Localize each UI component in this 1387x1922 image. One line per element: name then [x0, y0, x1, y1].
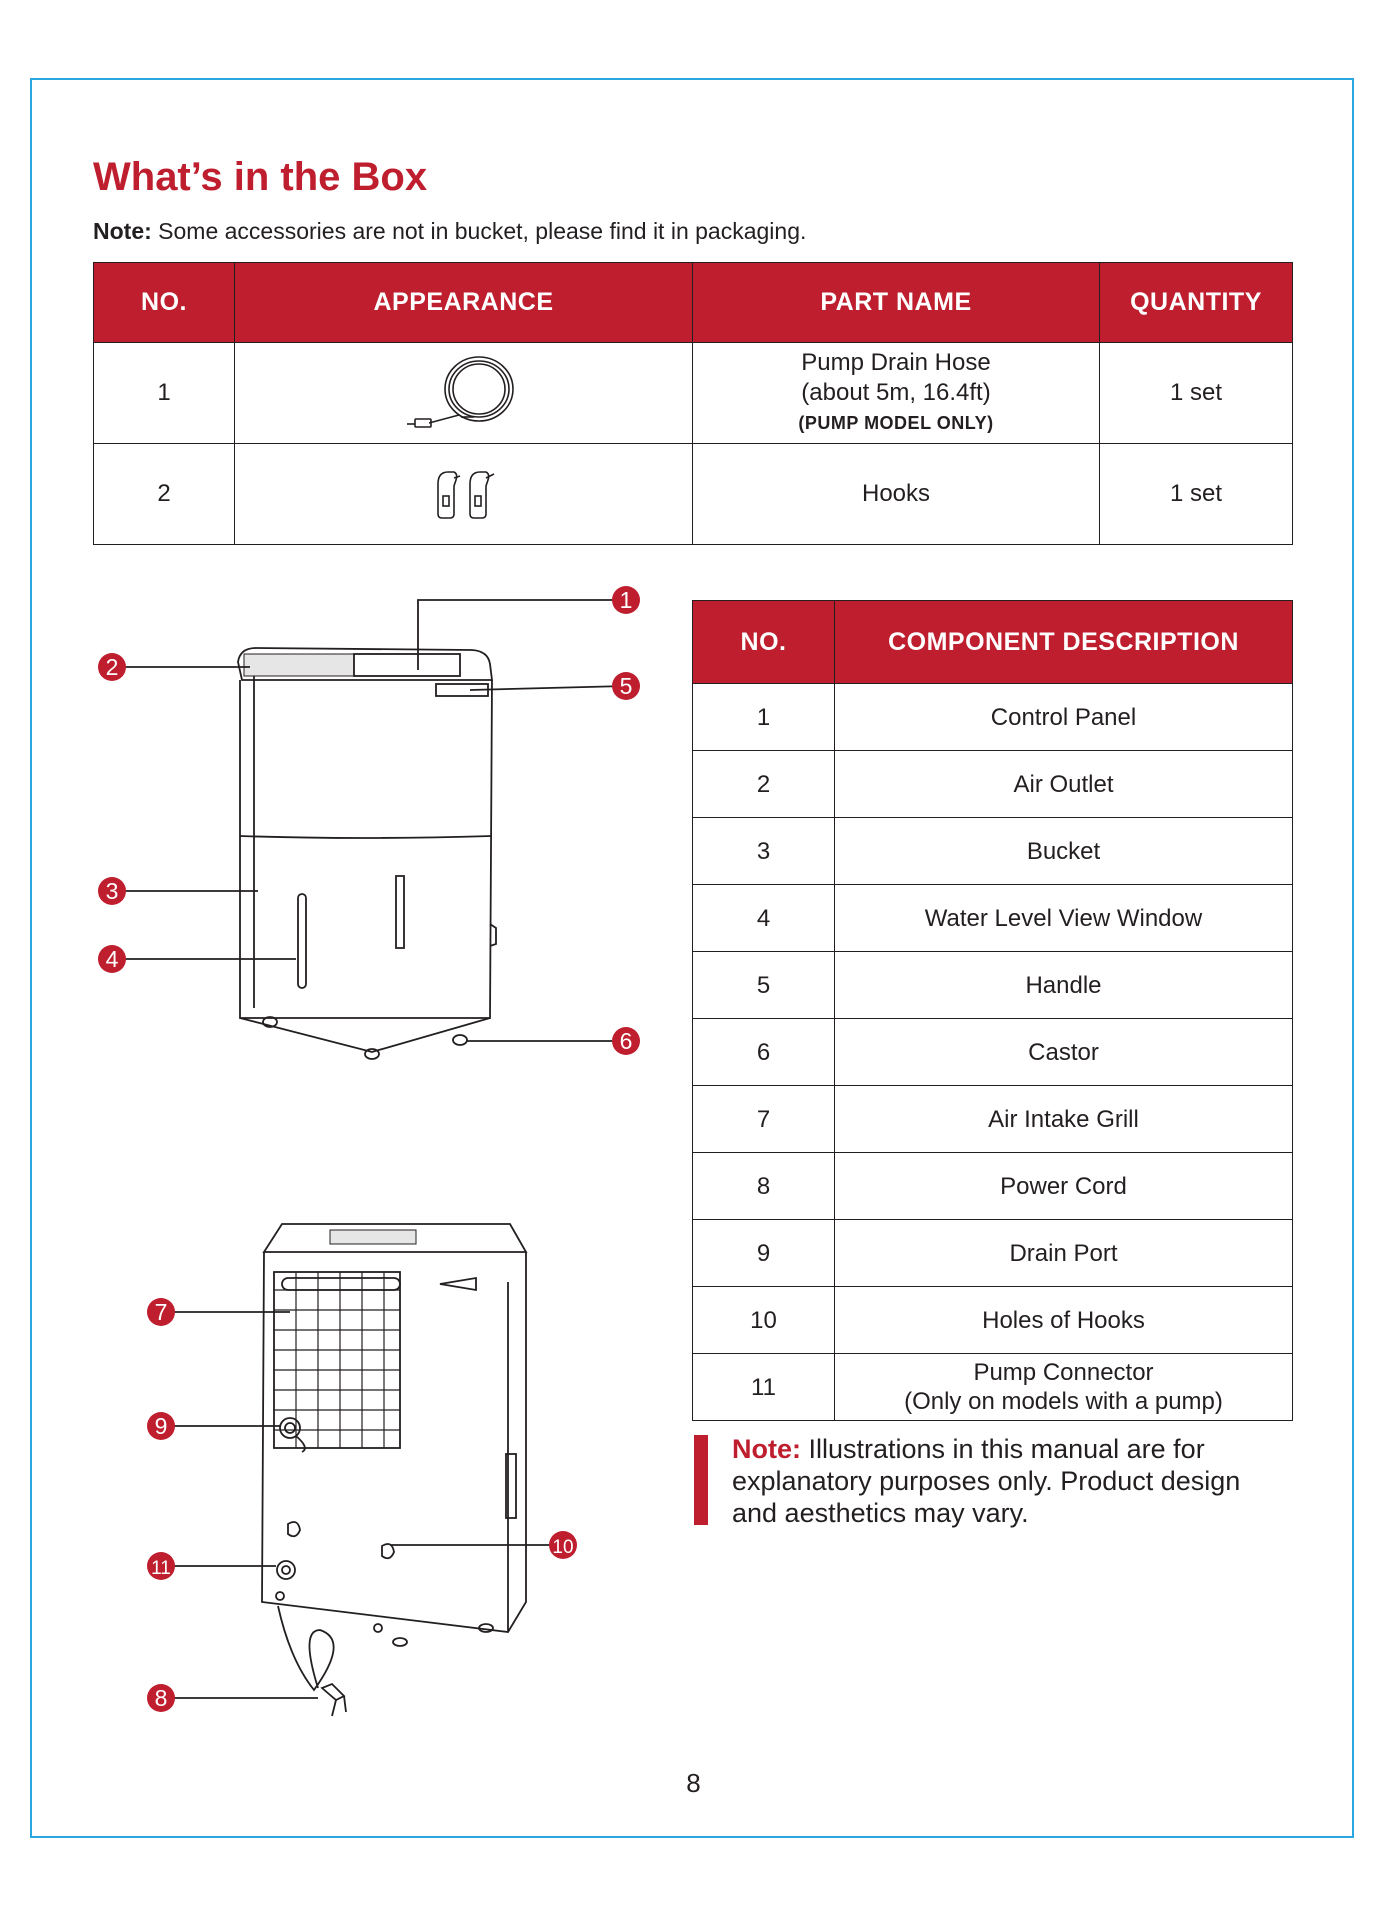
callout-1	[612, 586, 640, 614]
part-name-line1: Pump Drain Hose	[801, 349, 991, 376]
callout-10	[549, 1531, 577, 1559]
illustration-note-text	[732, 1433, 1292, 1529]
svg-text:6: 6	[619, 1028, 633, 1054]
row-no: 7	[693, 1086, 835, 1153]
svg-text:10: 10	[552, 1537, 574, 1558]
row-desc: Bucket	[835, 818, 1293, 885]
row-no: 2	[693, 751, 835, 818]
row-desc: Water Level View Window	[835, 885, 1293, 952]
callout-2	[98, 653, 126, 681]
callout-4	[98, 945, 126, 973]
row-part-name: Hooks	[693, 444, 1100, 545]
svg-text:11: 11	[151, 1558, 171, 1579]
row-no: 6	[693, 1019, 835, 1086]
row-desc: Air Intake Grill	[835, 1086, 1293, 1153]
row-no: 8	[693, 1153, 835, 1220]
illustration-note-body: Illustrations in this manual are for explanatory purposes only. Product design and aesthetics may vary.	[732, 1434, 1241, 1528]
row-desc: Drain Port	[835, 1220, 1293, 1287]
box-note-label: Note:	[93, 218, 152, 244]
row-no: 10	[693, 1287, 835, 1354]
row-no: 11	[693, 1354, 835, 1421]
page-title: What’s in the Box	[93, 155, 428, 199]
part-name-sub: (PUMP MODEL ONLY)	[798, 413, 994, 433]
header-part-name: PART NAME	[693, 263, 1100, 343]
callout-8	[147, 1684, 175, 1712]
row-no: 5	[693, 952, 835, 1019]
row-desc-line1: Pump Connector	[973, 1359, 1154, 1386]
row-quantity: 1 set	[1100, 444, 1293, 545]
svg-text:5: 5	[619, 673, 633, 699]
back-view-illustration	[262, 1224, 526, 1716]
svg-text:9: 9	[154, 1413, 168, 1439]
row-desc: Handle	[835, 952, 1293, 1019]
callout-5	[612, 672, 640, 700]
header-appearance: APPEARANCE	[235, 263, 693, 343]
row-no: 4	[693, 885, 835, 952]
illustration-note-label: Note:	[732, 1434, 801, 1464]
row-desc-line2: (Only on models with a pump)	[904, 1388, 1223, 1415]
front-view-illustration	[238, 648, 496, 1059]
callout-3	[98, 877, 126, 905]
svg-text:3: 3	[105, 878, 119, 904]
header-quantity: QUANTITY	[1100, 263, 1293, 343]
box-note-text: Some accessories are not in bucket, please find it in packaging.	[151, 218, 807, 244]
callout-7	[147, 1298, 175, 1326]
row-no: 1	[693, 684, 835, 751]
svg-text:2: 2	[105, 654, 119, 680]
callout-9	[147, 1412, 175, 1440]
row-no: 3	[693, 818, 835, 885]
svg-text:1: 1	[619, 587, 633, 613]
row-no: 9	[693, 1220, 835, 1287]
row-desc: Power Cord	[835, 1153, 1293, 1220]
callout-6	[612, 1027, 640, 1055]
row-desc: Control Panel	[835, 684, 1293, 751]
header-no: NO.	[693, 601, 835, 684]
row-no: 1	[94, 343, 235, 444]
row-no: 2	[94, 444, 235, 545]
svg-text:4: 4	[105, 946, 119, 972]
row-quantity: 1 set	[1100, 343, 1293, 444]
svg-text:8: 8	[154, 1685, 168, 1711]
header-component-description: COMPONENT DESCRIPTION	[835, 601, 1293, 684]
callout-11	[147, 1552, 175, 1580]
header-no: NO.	[94, 263, 235, 343]
row-desc: Holes of Hooks	[835, 1287, 1293, 1354]
note-accent-bar	[694, 1435, 708, 1525]
part-name-line2: (about 5m, 16.4ft)	[801, 379, 991, 406]
row-desc: Castor	[835, 1019, 1293, 1086]
svg-text:7: 7	[154, 1299, 168, 1325]
page-number: 8	[686, 1768, 701, 1798]
row-desc: Air Outlet	[835, 751, 1293, 818]
